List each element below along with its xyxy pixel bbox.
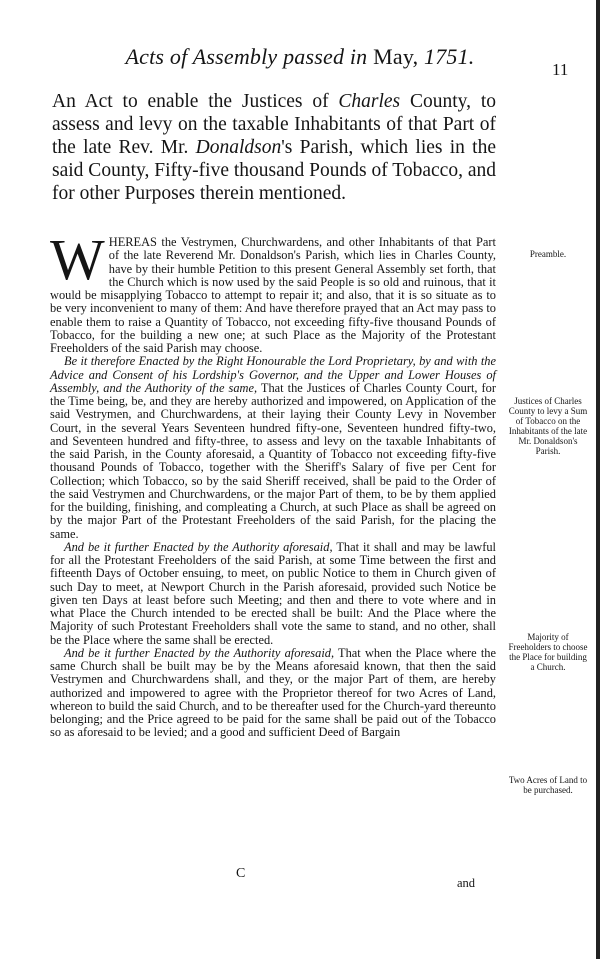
margin-note-two-acres: Two Acres of Land to be purchased. [508,775,588,795]
place-paragraph: And be it further Enacted by the Authority aforesaid, That it shall and may be lawful for all the Protestant Freeholders of the said Parish, at some Time between the first and fifteenth Days of October ensuing, to meet, on public Notice to them in Church given of such Day to meet, at Newport Church in the Parish aforesaid, provided such Notice be given ten Days at least before such Meeting; and then and there to vote where and in what Place the Church intended to be erected shall be built: And the Place where the Majority of such Protestant Freeholders shall vote the same to stand, and no other, shall be the Place where the same shall be erected. [50,539,496,647]
preamble-paragraph: WHEREAS the Vestrymen, Churchwardens, and other Inhabitants of that Part of the late Reverend Mr. Donaldson's Parish, which lies in Charles County, have by their humble Petition to this present General Assembly set forth, that the Church which is now used by the said People is so old and ruinous, that it would be misapplying Tobacco to attempt to repair it; and also, that it is so situate as to be very inconvenient to many of them: And have therefore prayed that an Act may pass to enable them to raise a Quantity of Tobacco, not exceeding fifty-five thousand Pounds of Tobacco, for the building a new one; at such Place as the Majority of the Protestant Freeholders of the said Parish may choose. [50,227,496,355]
running-header-left: Acts of Assembly passed in [125,44,368,69]
land-paragraph: And be it further Enacted by the Authority aforesaid, That when the Place where the same Church shall be built may be by the Means aforesaid known, that then the said Vestrymen and Churchwardens shall, and they, or the major Part of them, are hereby authorized and impowered to agree with the Proprietor thereof for two Acres of Land, whereon to build the said Church, and to be thereafter used for the Church-yard thereunto belonging; and the Price agreed to be paid for the same shall be paid out of the Tobacco so as aforesaid to be levied; and a good and sufficient Deed of Bargain [50,645,496,740]
page-edge-shadow [596,0,600,959]
running-header-year: 1751. [424,44,475,69]
page-number: 11 [552,60,569,79]
act-title: An Act to enable the Justices of Charles County, to assess and levy on the taxable Inhabitants of that Part of the late Rev. Mr. Donaldson's Parish, which lies in the said County, Fifty-five thousand Pounds of Tobacco, and for other Purposes therein mentioned. [52,91,496,204]
margin-note-justices: Justices of Charles County to levy a Sum of Tobacco on the Inhabitants of the late Mr. Donaldson's Parish. [508,396,588,456]
enacting-paragraph: Be it therefore Enacted by the Right Honourable the Lord Proprietary, by and with the Advice and Consent of his Lordship's Governor, and the Upper and Lower Houses of Assembly, and the Authority of the same, That the Justices of Charles County Court, for the Time being, be, and they are hereby authorized and impowered, on Application of the said Vestrymen, and Churchwardens, at their laying their County Levy in November Court, in the several Years Seventeen hundred fifty-one, Seventeen hundred fifty-two, and Seventeen hundred and fifty-three, to assess and levy on the taxable Inhabitants of the said Parish, in the County aforesaid, a Quantity of Tobacco not exceeding fifty-five thousand Pounds of Tobacco, together with the Sheriff's Salary of five per Cent for Collection; which Tobacco, so by the said Sheriff received, shall be paid to the Order of the said Vestrymen and Churchwardens, or the major Part of them, to be by them applied for the building, finishing, and compleating a Church, at such Place as shall be agreed on by the major Part of the Protestant Freeholders of the said Parish, for the placing the same. [50,354,496,541]
running-header-month: May, [373,44,419,69]
running-header [110,44,490,70]
margin-note-preamble: Preamble. [529,249,567,259]
drop-cap: W [50,227,105,292]
act-body [50,227,496,740]
signature-mark: C [236,866,246,881]
margin-note-majority: Majority of Freeholders to choose the Place for building a Church. [508,632,588,672]
catchword: and [457,876,476,890]
